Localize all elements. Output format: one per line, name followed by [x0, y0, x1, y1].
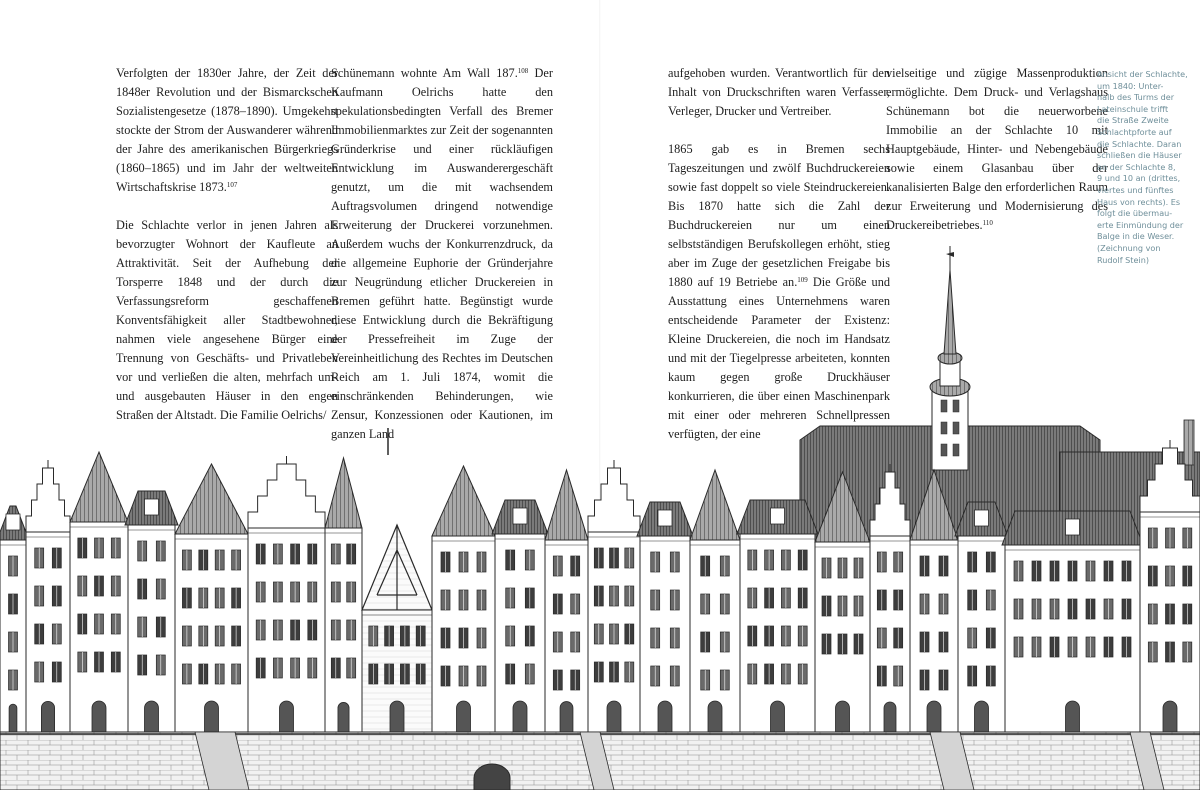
- text-column-4: [886, 64, 1108, 235]
- house-door: [658, 701, 672, 732]
- house-door: [975, 701, 989, 732]
- caption-line: folgt die übermau-: [1097, 208, 1173, 219]
- stepped-gable: [248, 456, 325, 528]
- tower-window: [941, 422, 947, 434]
- caption-line: Balge in die Weser.: [1097, 231, 1175, 242]
- house-door: [1066, 701, 1080, 732]
- house-door: [513, 701, 527, 732]
- caption-line: Lateinschule trifft: [1097, 103, 1169, 114]
- house-door: [145, 701, 159, 732]
- paragraph-text: Schünemann wohnte Am Wall 187.: [331, 66, 518, 80]
- chimney-tower: [1184, 420, 1194, 465]
- house-roof: [175, 464, 248, 534]
- caption-line: an der Schlachte 8,: [1097, 161, 1176, 172]
- tower-body: [932, 390, 968, 470]
- caption-line: die Straße Zweite: [1097, 115, 1169, 126]
- caption-line: um 1840: Unter-: [1097, 80, 1164, 91]
- paragraph-text-continued: Der Kaufmann Oelrichs hatte den spekulationsbedingten Verfall des Bremer Immobilienmarktes zur Zeit der sogenannten Gründerkrise und einer rückläufigen Entwicklung im Auswanderergeschäft genutzt, um die mit wachsendem Auftragsvolumen dringend notwendige Erweiterung der Druckerei vorzunehmen. Außerdem wuchs der Konkurrenzdruck, da die allgemeine Euphorie der Gründerjahre zur Neugründung etlicher Druckereien in Bremen geführt hatte. Begünstigt wurde diese Entwicklung durch die Bekräftigung der Pressefreiheit im Zuge der Vereinheitlichung des Rechtes im Deutschen Reich am 1. Juli 1874, womit die einschränkenden Behinderungen, wie Zensur, Konzessionen oder Kautionen, im ganzen Land: [331, 66, 553, 441]
- caption-line: viertes und fünftes: [1097, 184, 1174, 195]
- stepped-gable: [588, 460, 640, 532]
- house-door: [927, 701, 941, 732]
- footnote-ref: 108: [517, 67, 529, 75]
- house-roof: [545, 470, 588, 540]
- house-door: [338, 702, 349, 732]
- paragraph-text: Die Schlachte verlor in jenen Jahren als bevorzugter Wohnort der Kaufleute an Attraktivität. Seit der Aufhebung der Torsperre 1848 und der durch die Verfassungsreform geschaffenen Konventsfähigkeit aller Stadtbewohner, nahmen viele angesehene Bürger eine Trennung von Geschäfts- und Privatleben vor und verließen die alten, mehrfach um- und ausgebauten Häuser in den engen Straßen der Altstadt. Die Familie Oelrichs/: [116, 218, 338, 422]
- house-door: [560, 702, 573, 732]
- paragraph-text-continued: Die Größe und Ausstattung eines Unternehmens waren entscheidende Parameter der Existenz: Kleine Druckereien, die noch im Handsatz und mit der Tiegelpresse arbeiteten, konnten kaum gegen große Druckhäuser konkurrieren, die über einen Maschinenpark mit einer oder mehreren Schnellpressen verfügten, der eine: [668, 275, 890, 441]
- dormer: [6, 514, 20, 530]
- house-door: [390, 701, 404, 732]
- house-roof: [690, 470, 740, 540]
- house-door: [1163, 701, 1177, 732]
- image-caption: [1097, 69, 1189, 266]
- caption-line: 9 und 10 an (drittes,: [1097, 173, 1181, 184]
- tower-window: [953, 444, 959, 456]
- caption-line: Haus von rechts). Es: [1097, 196, 1181, 207]
- house-door: [836, 701, 850, 732]
- house-facade: [325, 528, 362, 732]
- tower-window: [953, 400, 959, 412]
- paragraph-text: Verfolgten der 1830er Jahre, der Zeit der 1848er Revolution und der Bismarckschen Sozialistengesetze (1878–1890). Umgekehrt stockte der Strom der Auswanderer während der Jahre des amerikanischen Bürgerkriegs (1860–1865) und im Jahr der weltweiten Wirtschaftskrise 1873.: [116, 66, 338, 194]
- caption-line: schließen die Häuser: [1097, 150, 1182, 161]
- house-door: [884, 702, 896, 732]
- house-roof: [325, 458, 362, 528]
- house-door: [771, 701, 785, 732]
- caption-line: erte Einmündung der: [1097, 219, 1184, 230]
- dormer: [975, 510, 989, 526]
- tower-window: [953, 422, 959, 434]
- house-door: [607, 701, 621, 732]
- schlachte-street-drawing: [0, 240, 1200, 790]
- caption-line: die Schlachte. Daran: [1097, 138, 1182, 149]
- dormer: [771, 508, 785, 524]
- house-door: [92, 701, 106, 732]
- paragraph-text: vielseitige und zügige Massenproduktion ermöglichte. Dem Druck- und Verlagshaus Schünemann bot die neuerworbene Immobilie an der Schlachte 10 mit Hauptgebäude, Hinter- und Nebengebäude sowie einem Glasanbau über der kanalisierten Balge den erforderlichen Raum zur Erweiterung und Modernisierung des Druckereibetriebes.: [886, 66, 1108, 232]
- tower-spire: [944, 270, 956, 354]
- paragraph: [116, 64, 338, 197]
- house-door: [9, 704, 17, 732]
- paragraph-text: 1865 gab es in Bremen sechs Tageszeitungen und zwölf Buchdruckereien sowie fast doppelt so viele Steindruckereien. Bis 1870 hatte sich die Zahl der Buchdruckereien nur um einen selbstständigen Berufskollegen erhöht, stieg aber im Zuge der gesetzlichen Freigabe bis 1880 auf 19 Betriebe an.: [668, 142, 890, 289]
- house-door: [205, 701, 219, 732]
- dormer: [145, 499, 159, 515]
- caption-line: Ansicht der Schlachte,: [1097, 69, 1188, 79]
- paragraph: [668, 64, 890, 121]
- house-roof: [70, 452, 128, 522]
- tower-window: [941, 400, 947, 412]
- footnote-ref: 109: [797, 276, 808, 284]
- house-roof: [432, 466, 495, 536]
- footnote-ref: 110: [982, 219, 993, 227]
- house-door: [280, 701, 294, 732]
- footnote-ref: 107: [226, 181, 238, 189]
- dormer: [658, 510, 672, 526]
- house-door: [457, 701, 471, 732]
- stepped-gable: [26, 460, 70, 532]
- tower-window: [941, 444, 947, 456]
- dormer: [513, 508, 527, 524]
- dormer: [1066, 519, 1080, 535]
- caption-line: Rudolf Stein): [1097, 254, 1149, 265]
- paragraph-text: aufgehoben wurden. Verantwortlich für den Inhalt von Druckschriften waren Verfasser, Verleger, Drucker und Vertreiber.: [668, 66, 890, 118]
- paragraph: [886, 64, 1108, 235]
- caption-line: (Zeichnung von: [1097, 242, 1161, 253]
- house-door: [41, 701, 54, 732]
- house-door: [708, 701, 722, 732]
- caption-line: Schlachtpforte auf: [1097, 126, 1172, 137]
- caption-line: halb des Turms der: [1097, 92, 1175, 103]
- balge-arch: [474, 764, 510, 790]
